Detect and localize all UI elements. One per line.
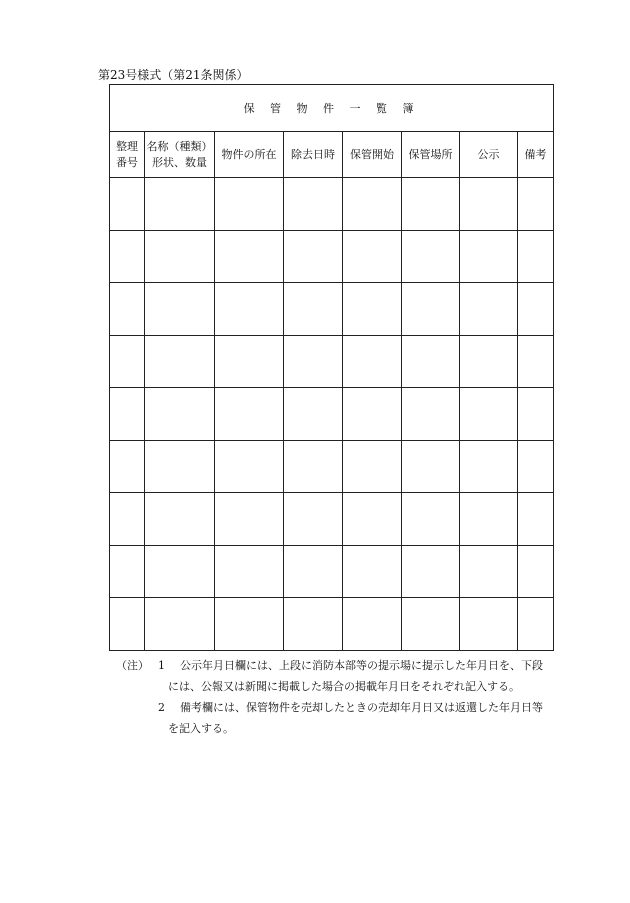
- table-cell: [215, 440, 284, 493]
- table-header-row: [110, 132, 554, 178]
- note-number: 2: [158, 701, 165, 714]
- notes-section: [116, 655, 576, 739]
- notes-prefix: （注）: [116, 659, 149, 672]
- table-cell: [518, 598, 554, 651]
- table-cell: [402, 440, 460, 493]
- note-1-line-2: [116, 676, 576, 697]
- form-number-label: 第23号様式（第21条関係）: [98, 68, 249, 82]
- table-cell: [460, 335, 518, 388]
- table-cell: [402, 598, 460, 651]
- table-cell: [145, 598, 215, 651]
- table-row: [110, 230, 554, 283]
- table-cell: [215, 493, 284, 546]
- header-storage-place: 保管場所: [402, 132, 460, 178]
- table-cell: [145, 440, 215, 493]
- table-cell: [518, 440, 554, 493]
- table-cell: [343, 230, 402, 283]
- table-cell: [402, 178, 460, 231]
- table-cell: [215, 230, 284, 283]
- table-cell: [518, 493, 554, 546]
- note-number: 1: [158, 659, 165, 672]
- table-row: [110, 440, 554, 493]
- table-cell: [402, 493, 460, 546]
- table-row: [110, 388, 554, 441]
- table-cell: [343, 178, 402, 231]
- table-cell: [215, 178, 284, 231]
- table-cell: [343, 598, 402, 651]
- table-cell: [110, 493, 145, 546]
- note-text: 公示年月日欄には、上段に消防本部等の提示場に提示した年月日を、下段: [180, 659, 543, 672]
- table-row: [110, 493, 554, 546]
- note-text: 備考欄には、保管物件を売却したときの売却年月日又は返還した年月日等: [180, 701, 543, 714]
- storage-items-ledger-table: [109, 84, 554, 651]
- table-cell: [215, 335, 284, 388]
- table-cell: [460, 230, 518, 283]
- table-cell: [110, 283, 145, 336]
- note-text: には、公報又は新聞に掲載した場合の掲載年月日をそれぞれ記入する。: [168, 680, 520, 693]
- table-cell: [145, 335, 215, 388]
- table-cell: [460, 545, 518, 598]
- table-cell: [110, 545, 145, 598]
- table-row: [110, 545, 554, 598]
- table-cell: [145, 545, 215, 598]
- table-cell: [402, 335, 460, 388]
- header-line: 名称（種類）: [146, 139, 213, 153]
- table-cell: [284, 493, 343, 546]
- table-cell: [460, 598, 518, 651]
- table-row: [110, 283, 554, 336]
- header-public-notice: 公示: [460, 132, 518, 178]
- table-cell: [460, 493, 518, 546]
- table-cell: [284, 335, 343, 388]
- table-cell: [145, 178, 215, 231]
- table-cell: [284, 545, 343, 598]
- table-row: [110, 178, 554, 231]
- table-cell: [343, 545, 402, 598]
- note-2-line-2: [116, 718, 576, 739]
- table-cell: [460, 440, 518, 493]
- table-cell: [284, 230, 343, 283]
- table-cell: [343, 283, 402, 336]
- table-cell: [518, 178, 554, 231]
- table-title: 保 管 物 件 一 覧 簿: [243, 102, 420, 115]
- table-cell: [518, 388, 554, 441]
- table-cell: [343, 388, 402, 441]
- table-cell: [518, 230, 554, 283]
- table-row: [110, 335, 554, 388]
- table-cell: [110, 178, 145, 231]
- table-cell: [460, 178, 518, 231]
- table-body: [110, 178, 554, 651]
- header-serial-number: [110, 132, 145, 178]
- header-remarks: 備考: [518, 132, 554, 178]
- table-cell: [343, 493, 402, 546]
- table-cell: [518, 545, 554, 598]
- table-cell: [518, 335, 554, 388]
- table-cell: [402, 545, 460, 598]
- header-name-shape-quantity: [145, 132, 215, 178]
- header-line: 番号: [116, 155, 138, 169]
- table-cell: [215, 283, 284, 336]
- header-location: 物件の所在: [215, 132, 284, 178]
- table-cell: [284, 440, 343, 493]
- table-cell: [145, 230, 215, 283]
- table-cell: [145, 493, 215, 546]
- table-cell: [110, 230, 145, 283]
- table-cell: [460, 283, 518, 336]
- note-text: を記入する。: [168, 722, 234, 735]
- table-cell: [215, 598, 284, 651]
- table-cell: [215, 545, 284, 598]
- table-cell: [110, 440, 145, 493]
- table-cell: [402, 388, 460, 441]
- table-title-row: [110, 85, 554, 132]
- table-cell: [110, 598, 145, 651]
- table-cell: [460, 388, 518, 441]
- table-cell: [284, 283, 343, 336]
- note-1-line-1: [116, 655, 576, 676]
- header-storage-start: 保管開始: [343, 132, 402, 178]
- table-row: [110, 598, 554, 651]
- table-cell: [145, 388, 215, 441]
- table-cell: [284, 178, 343, 231]
- table-cell: [402, 230, 460, 283]
- table-cell: [110, 335, 145, 388]
- header-line: 整理: [116, 139, 138, 153]
- table-cell: [145, 283, 215, 336]
- header-removal-datetime: 除去日時: [284, 132, 343, 178]
- note-2-line-1: [116, 697, 576, 718]
- header-line: 形状、数量: [152, 155, 207, 169]
- table-cell: [110, 388, 145, 441]
- table-cell: [343, 335, 402, 388]
- table-cell: [402, 283, 460, 336]
- table-cell: [518, 283, 554, 336]
- table-cell: [284, 388, 343, 441]
- table-cell: [284, 598, 343, 651]
- table-cell: [215, 388, 284, 441]
- table-cell: [343, 440, 402, 493]
